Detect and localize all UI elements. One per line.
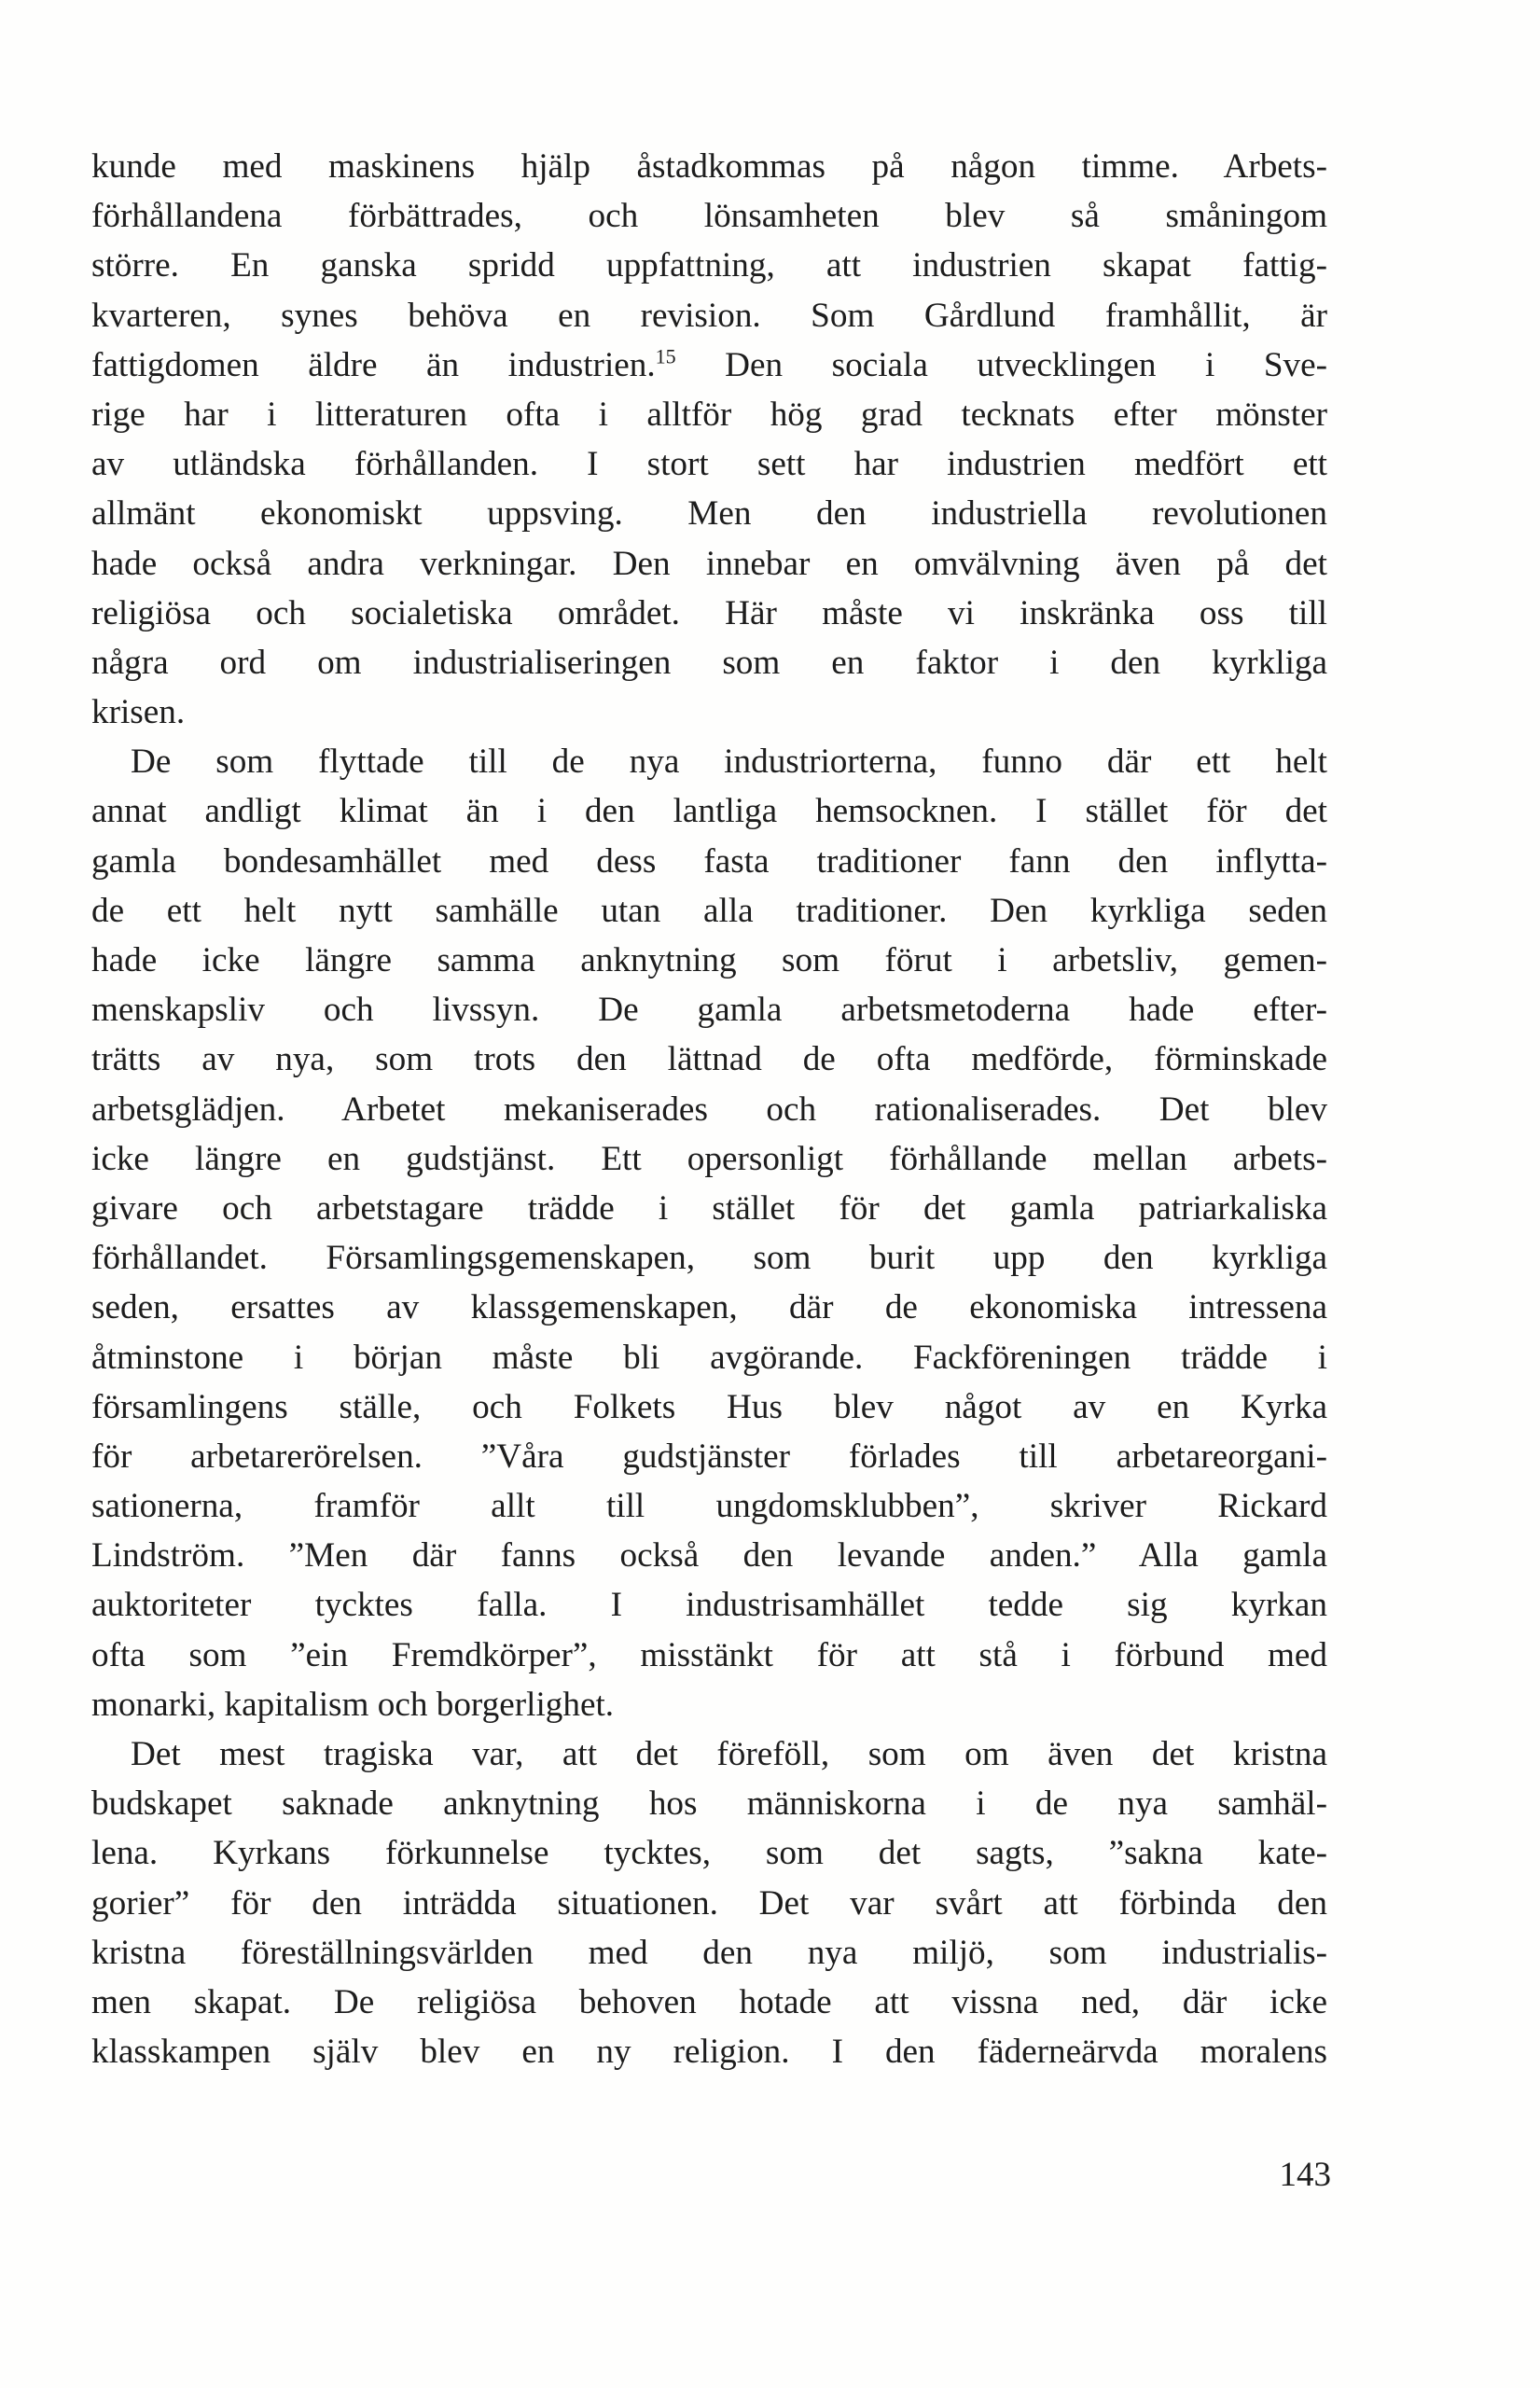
text-line: Det mest tragiska var, att det föreföll, som om även det kristna (131, 1735, 1327, 1773)
text-line: klasskampen själv blev en ny religion. I den fäderneärvda moralens (91, 2033, 1327, 2072)
text-line: kunde med maskinens hjälp åstadkommas på någon timme. Arbets- (91, 147, 1327, 186)
text-line: gamla bondesamhället med dess fasta traditioner fann den inflytta- (91, 841, 1327, 881)
text-line: sationerna, framför allt till ungdomsklubben”, skriver Rickard (91, 1487, 1327, 1526)
text-segment: Den sociala utvecklingen i Sve- (675, 345, 1327, 384)
text-line: monarki, kapitalism och borgerlighet. (91, 1685, 615, 1724)
text-line: arbetsglädjen. Arbetet mekaniserades och rationaliserades. Det blev (91, 1090, 1327, 1129)
page-number: 143 (1279, 2156, 1331, 2194)
text-line: hade också andra verkningar. Den innebar en omvälvning även på det (91, 544, 1327, 583)
text-line: menskapsliv och livssyn. De gamla arbetsmetoderna hade efter- (91, 991, 1327, 1030)
text-line: ofta som ”ein Fremdkörper”, misstänkt för att stå i förbund med (91, 1635, 1327, 1674)
text-line: större. En ganska spridd uppfattning, att industrien skapat fattig- (91, 246, 1327, 285)
text-line: trätts av nya, som trots den lättnad de ofta medförde, förminskade (91, 1040, 1327, 1079)
text-line: några ord om industrialiseringen som en faktor i den kyrkliga (91, 643, 1327, 682)
text-line: lena. Kyrkans förkunnelse tycktes, som det sagts, ”sakna kate- (91, 1834, 1327, 1873)
paragraph-1 (91, 142, 1327, 737)
text-line: av utländska förhållanden. I stort sett har industrien medfört ett (91, 445, 1327, 484)
paragraph-3 (91, 1729, 1327, 2076)
text-line: rige har i litteraturen ofta i alltför hög grad tecknats efter mönster (91, 395, 1327, 434)
text-line: kristna föreställningsvärlden med den nya miljö, som industrialis- (91, 1933, 1327, 1972)
text-line: förhållandet. Församlingsgemenskapen, som burit upp den kyrkliga (91, 1239, 1327, 1278)
text-line: åtminstone i början måste bli avgörande. Fackföreningen trädde i (91, 1338, 1327, 1377)
text-line: men skapat. De religiösa behoven hotade att vissna ned, där icke (91, 1982, 1327, 2021)
text-line: församlingens ställe, och Folkets Hus blev något av en Kyrka (91, 1387, 1327, 1426)
footnote-reference[interactable]: 15 (655, 344, 676, 368)
paragraph-2 (91, 737, 1327, 1729)
text-line: religiösa och socialetiska området. Här måste vi inskränka oss till (91, 593, 1327, 632)
text-line: hade icke längre samma anknytning som förut i arbetsliv, gemen- (91, 941, 1327, 979)
text-line: kvarteren, synes behöva en revision. Som Gårdlund framhållit, är (91, 296, 1327, 335)
text-line: annat andligt klimat än i den lantliga hemsocknen. I stället för det (91, 792, 1327, 831)
text-line: gorier” för den inträdda situationen. Det var svårt att förbinda den (91, 1883, 1327, 1923)
text-line: de ett helt nytt samhälle utan alla traditioner. Den kyrkliga seden (91, 891, 1327, 930)
text-line: icke längre en gudstjänst. Ett opersonligt förhållande mellan arbets- (91, 1139, 1327, 1178)
text-line: allmänt ekonomiskt uppsving. Men den industriella revolutionen (91, 494, 1327, 534)
text-segment: fattigdomen äldre än industrien. (91, 345, 656, 384)
text-line: för arbetarerörelsen. ”Våra gudstjänster förlades till arbetareorgani- (91, 1437, 1327, 1476)
text-line: De som flyttade till de nya industriorterna, funno där ett helt (131, 743, 1327, 782)
text-line-with-footnote (91, 340, 1327, 390)
text-line: budskapet saknade anknytning hos människorna i de nya samhäl- (91, 1784, 1327, 1824)
text-line: givare och arbetstagare trädde i stället för det gamla patriarkaliska (91, 1188, 1327, 1228)
body-text (91, 142, 1327, 2076)
text-line: seden, ersattes av klassgemenskapen, där de ekonomiska intressena (91, 1288, 1327, 1327)
text-line: krisen. (91, 693, 186, 732)
text-line: förhållandena förbättrades, och lönsamheten blev så småningom (91, 197, 1327, 236)
text-line: auktoriteter tycktes falla. I industrisamhället tedde sig kyrkan (91, 1586, 1327, 1625)
text-line: Lindström. ”Men där fanns också den levande anden.” Alla gamla (91, 1536, 1327, 1576)
